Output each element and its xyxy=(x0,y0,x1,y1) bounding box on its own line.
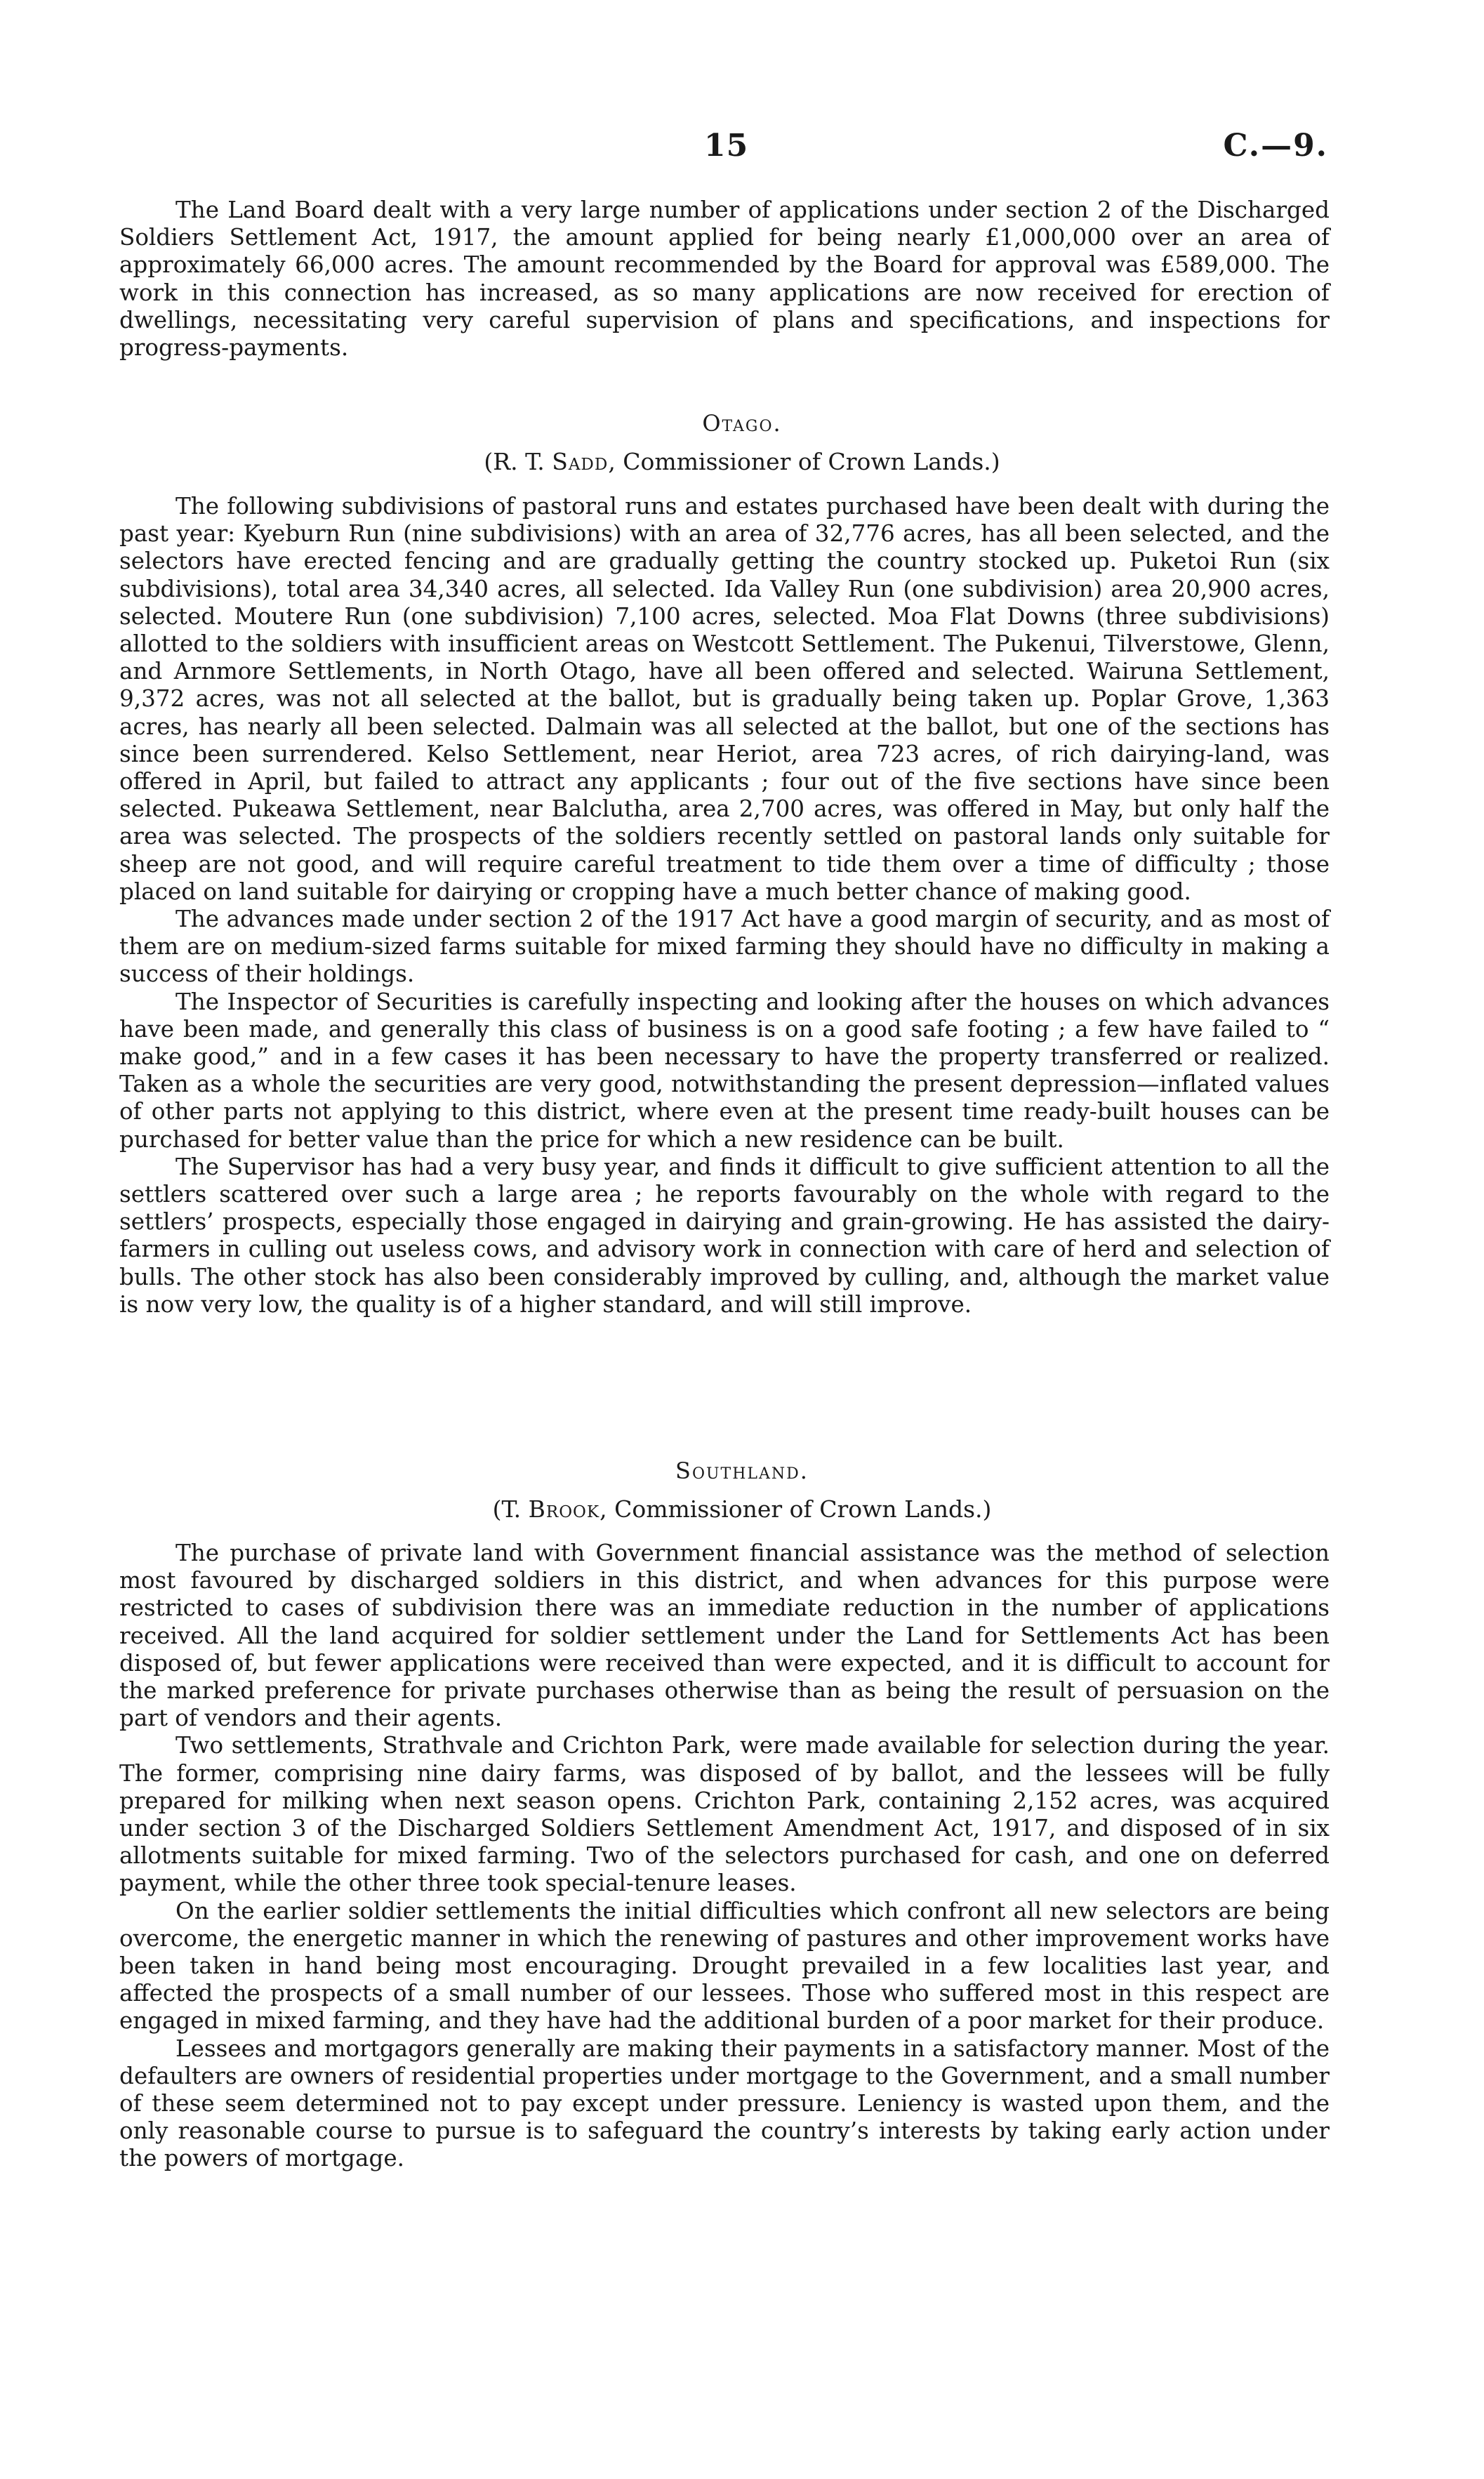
southland-section xyxy=(119,1540,1330,2173)
intro-paragraph: The Land Board dealt with a very large number of applications under section 2 of the Discharged Soldiers Settlement Act, 1917, the amount applied for being nearly £1,000,000 over an area of approximately 66,000 acres. The amount recommended by the Board for approval was £589,000. The work in this connection has increased, as so many applications are now received for erection of dwellings, necessitating very careful supervision of plans and specifications, and inspections for progress-payments. xyxy=(119,197,1330,362)
southland-heading: Southland. xyxy=(675,1457,809,1484)
otago-paragraph: The advances made under section 2 of the 1917 Act have a good margin of security, and as most of them are on medium-sized farms suitable for mixed farming they should have no difficulty in making a success of their holdings. xyxy=(119,906,1330,988)
southland-commissioner-open: (T. xyxy=(492,1495,529,1523)
southland-commissioner-name: Brook xyxy=(528,1495,600,1523)
otago-heading: Otago. xyxy=(702,410,782,437)
southland-paragraph: Two settlements, Strathvale and Crichton Park, were made available for selection during the year. The former, comprising nine dairy farms, was disposed of by ballot, and the lessees will be fully prepared for milking when next season opens. Crichton Park, containing 2,152 acres, was acquired under section 3 of the Discharged Soldiers Settlement Amendment Act, 1917, and disposed of in six allotments suitable for mixed farming. Two of the selectors purchased for cash, and one on deferred payment, while the other three took special-tenure leases. xyxy=(119,1732,1330,1897)
southland-paragraph: The purchase of private land with Government financial assistance was the method of selection most favoured by discharged soldiers in this district, and when advances for this purpose were restricted to cases of subdivision there was an immediate reduction in the number of applications received. All the land acquired for soldier settlement under the Land for Settlements Act has been disposed of, but fewer applications were received than were expected, and it is difficult to account for the marked preference for private purchases otherwise than as being the result of persuasion on the part of vendors and their agents. xyxy=(119,1540,1330,1732)
otago-commissioner-title: , Commissioner of Crown Lands.) xyxy=(608,448,1000,475)
southland-commissioner xyxy=(0,1495,1484,1523)
page-number: 15 xyxy=(704,128,749,164)
otago-paragraph: The Supervisor has had a very busy year, and finds it difficult to give sufficient attention to all the settlers scattered over such a large area ; he reports favourably on the whole with regard to the settlers’ prospects, especially those engaged in dairying and grain-growing. He has assisted the dairy-farmers in culling out useless cows, and advisory work in connection with care of herd and selection of bulls. The other stock has also been considerably improved by culling, and, although the market value is now very low, the quality is of a higher standard, and will still improve. xyxy=(119,1153,1330,1318)
southland-paragraph: On the earlier soldier settlements the initial difficulties which confront all new selectors are being overcome, the energetic manner in which the renewing of pastures and other improvement works have been taken in hand being most encouraging. Drought prevailed in a few localities last year, and affected the prospects of a small number of our lessees. Those who suffered most in this respect are engaged in mixed farming, and they have had the additional burden of a poor market for their produce. xyxy=(119,1897,1330,2035)
intro-section xyxy=(119,197,1330,362)
otago-section xyxy=(119,493,1330,1318)
southland-commissioner-title: , Commissioner of Crown Lands.) xyxy=(599,1495,992,1523)
southland-paragraph: Lessees and mortgagors generally are making their payments in a satisfactory manner. Most of the defaulters are owners of residential properties under mortgage to the Government, and a small number of these seem determined not to pay except under pressure. Leniency is wasted upon them, and the only reasonable course to pursue is to safeguard the country’s interests by taking early action under the powers of mortgage. xyxy=(119,2035,1330,2172)
document-reference: C.—9. xyxy=(1223,128,1328,164)
otago-commissioner xyxy=(0,448,1484,475)
otago-commissioner-name: Sadd xyxy=(552,448,609,475)
otago-paragraph: The Inspector of Securities is carefully inspecting and looking after the houses on which advances have been made, and generally this class of business is on a good safe footing ; a few have failed to “ make good,” and in a few cases it has been necessary to have the property transferred or realized. Taken as a whole the securities are very good, notwithstanding the present depression—inflated values of other parts not applying to this district, where even at the present time ready-built houses can be purchased for better value than the price for which a new residence can be built. xyxy=(119,988,1330,1153)
otago-paragraph: The following subdivisions of pastoral runs and estates purchased have been dealt with during the past year: Kyeburn Run (nine subdivisions) with an area of 32,776 acres, has all been selected, and the selectors have erected fencing and are gradually getting the country stocked up. Puketoi Run (six subdivisions), total area 34,340 acres, all selected. Ida Valley Run (one subdivision) area 20,900 acres, selected. Moutere Run (one subdivision) 7,100 acres, selected. Moa Flat Downs (three subdivisions) allotted to the soldiers with insufficient areas on Westcott Settlement. The Pukenui, Tilverstowe, Glenn, and Arnmore Settlements, in North Otago, have all been offered and selected. Wairuna Settlement, 9,372 acres, was not all selected at the ballot, but is gradually being taken up. Poplar Grove, 1,363 acres, has nearly all been selected. Dalmain was all selected at the ballot, but one of the sections has since been surrendered. Kelso Settlement, near Heriot, area 723 acres, of rich dairying-land, was offered in April, but failed to attract any applicants ; four out of the five sections have since been selected. Pukeawa Settlement, near Balclutha, area 2,700 acres, was offered in May, but only half the area was selected. The prospects of the soldiers recently settled on pastoral lands only suitable for sheep are not good, and will require careful treatment to tide them over a time of difficulty ; those placed on land suitable for dairying or cropping have a much better chance of making good. xyxy=(119,493,1330,905)
otago-commissioner-open: (R. T. xyxy=(484,448,552,475)
